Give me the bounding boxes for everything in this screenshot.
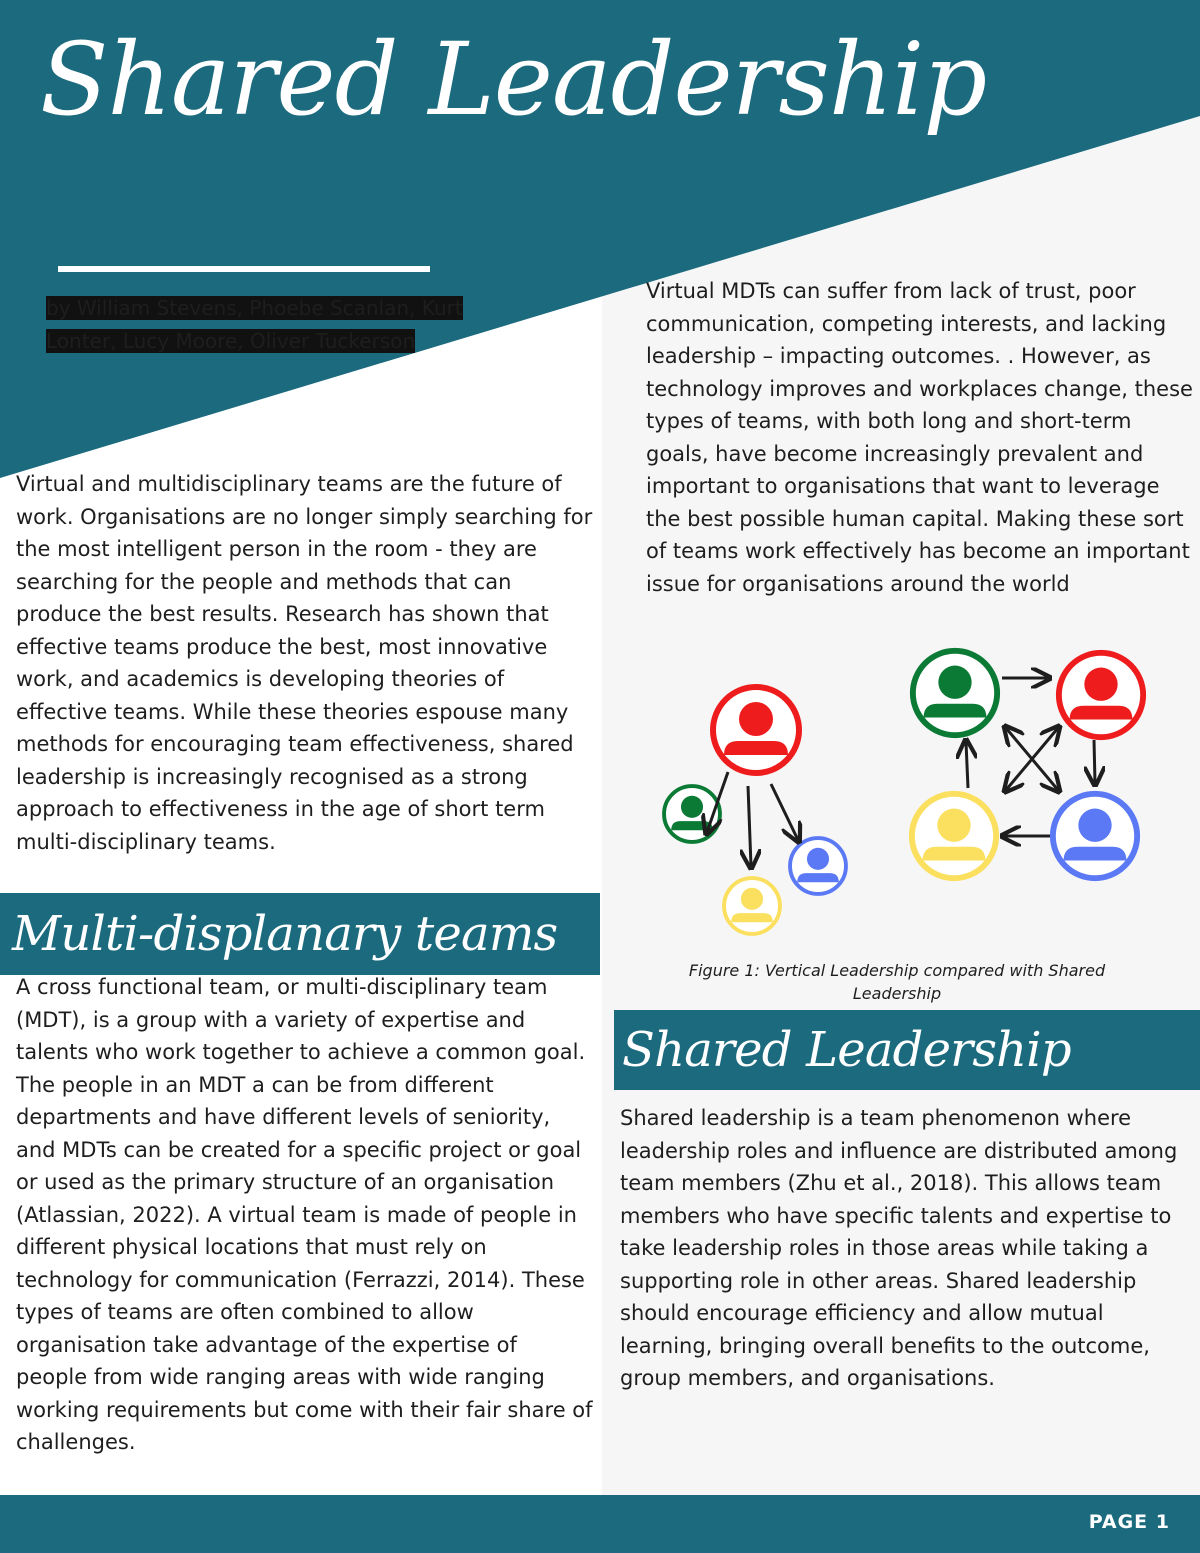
arrow-red-to-blue bbox=[1094, 740, 1095, 783]
mdt-heading: Multi-displanary teams bbox=[12, 906, 558, 962]
mdt-heading-band bbox=[0, 893, 600, 975]
leadership-diagram bbox=[648, 640, 1200, 950]
page-title bbox=[40, 21, 987, 138]
shared-leadership-heading: Shared Leadership bbox=[622, 1022, 1071, 1078]
virtual-mdt-paragraph: Virtual MDTs can suffer from lack of trust, poor communication, competing interests, and lacking leadership – impacting outcomes. . However, as technology improves and workplaces change, these types of teams, with both long and short-term goals, have become increasingly prevalent and important to organisations that want to leverage the best possible human capital. Making these sort of teams work effectively has become an important issue for organisations around the world bbox=[646, 279, 1193, 596]
shared-leadership-paragraph: Shared leadership is a team phenomenon where leadership roles and influence are distributed among team members (Zhu et al., 2018). This allows team members who have specific talents and expertise to take leadership roles in those areas while taking a supporting role in other areas. Shared leadership should encourage efficiency and allow mutual learning, bringing overall benefits to the outcome, group members, and organisations. bbox=[620, 1106, 1178, 1390]
page-number: PAGE 1 bbox=[1088, 1511, 1170, 1533]
intro-paragraph: Virtual and multidisciplinary teams are the future of work. Organisations are no longer simply searching for the most intelligent person in the room - they are searching for the people and methods that can produce the best results. Research has shown that effective teams produce the best, most innovative work, and academics is developing theories of effective teams. While these theories espouse many methods for encouraging team effectiveness, shared leadership is increasingly recognised as a strong approach to effectiveness in the age of short term multi-disciplinary teams. bbox=[16, 472, 593, 854]
author-names: by William Stevens, Phoebe Scanlan, Kurt Lonter, Lucy Moore, Oliver Tuckerson bbox=[46, 296, 463, 353]
person-icon-blue bbox=[790, 838, 846, 894]
page-title-text: Shared Leadership bbox=[40, 21, 987, 138]
person-icon-red bbox=[713, 687, 799, 773]
shared-heading-band bbox=[614, 1010, 1200, 1090]
arrow-yellow-to-green bbox=[966, 742, 968, 788]
arrow-red-to-yellow bbox=[748, 786, 751, 866]
vertical-leadership-diagram bbox=[664, 687, 846, 934]
arrow-red-to-blue bbox=[771, 784, 798, 840]
shared-leadership-diagram bbox=[912, 651, 1143, 878]
mdt-paragraph: A cross functional team, or multi-disciplinary team (MDT), is a group with a variety of expertise and talents who work together to achieve a common goal. The people in an MDT a can be from different departments and have different levels of seniority, and MDTs can be created for a specific project or goal or used as the primary structure of an organisation (Atlassian, 2022). A virtual team is made of people in different physical locations that must rely on technology for communication (Ferrazzi, 2014). These types of teams are often combined to allow organisation take advantage of the expertise of people from wide ranging areas with wide ranging working requirements but come with their fair share of challenges. bbox=[16, 975, 593, 1454]
author-line bbox=[46, 292, 466, 358]
page-footer bbox=[0, 1495, 1200, 1553]
person-icon-green bbox=[664, 786, 720, 842]
title-underline bbox=[58, 266, 430, 272]
person-icon-blue bbox=[1053, 794, 1137, 878]
person-icon-red bbox=[1059, 653, 1143, 737]
person-icon-green bbox=[913, 651, 997, 735]
person-icon-yellow bbox=[912, 794, 996, 878]
person-icon-yellow bbox=[724, 878, 780, 934]
figure-caption: Figure 1: Vertical Leadership compared with Shared Leadership bbox=[688, 961, 1106, 1003]
